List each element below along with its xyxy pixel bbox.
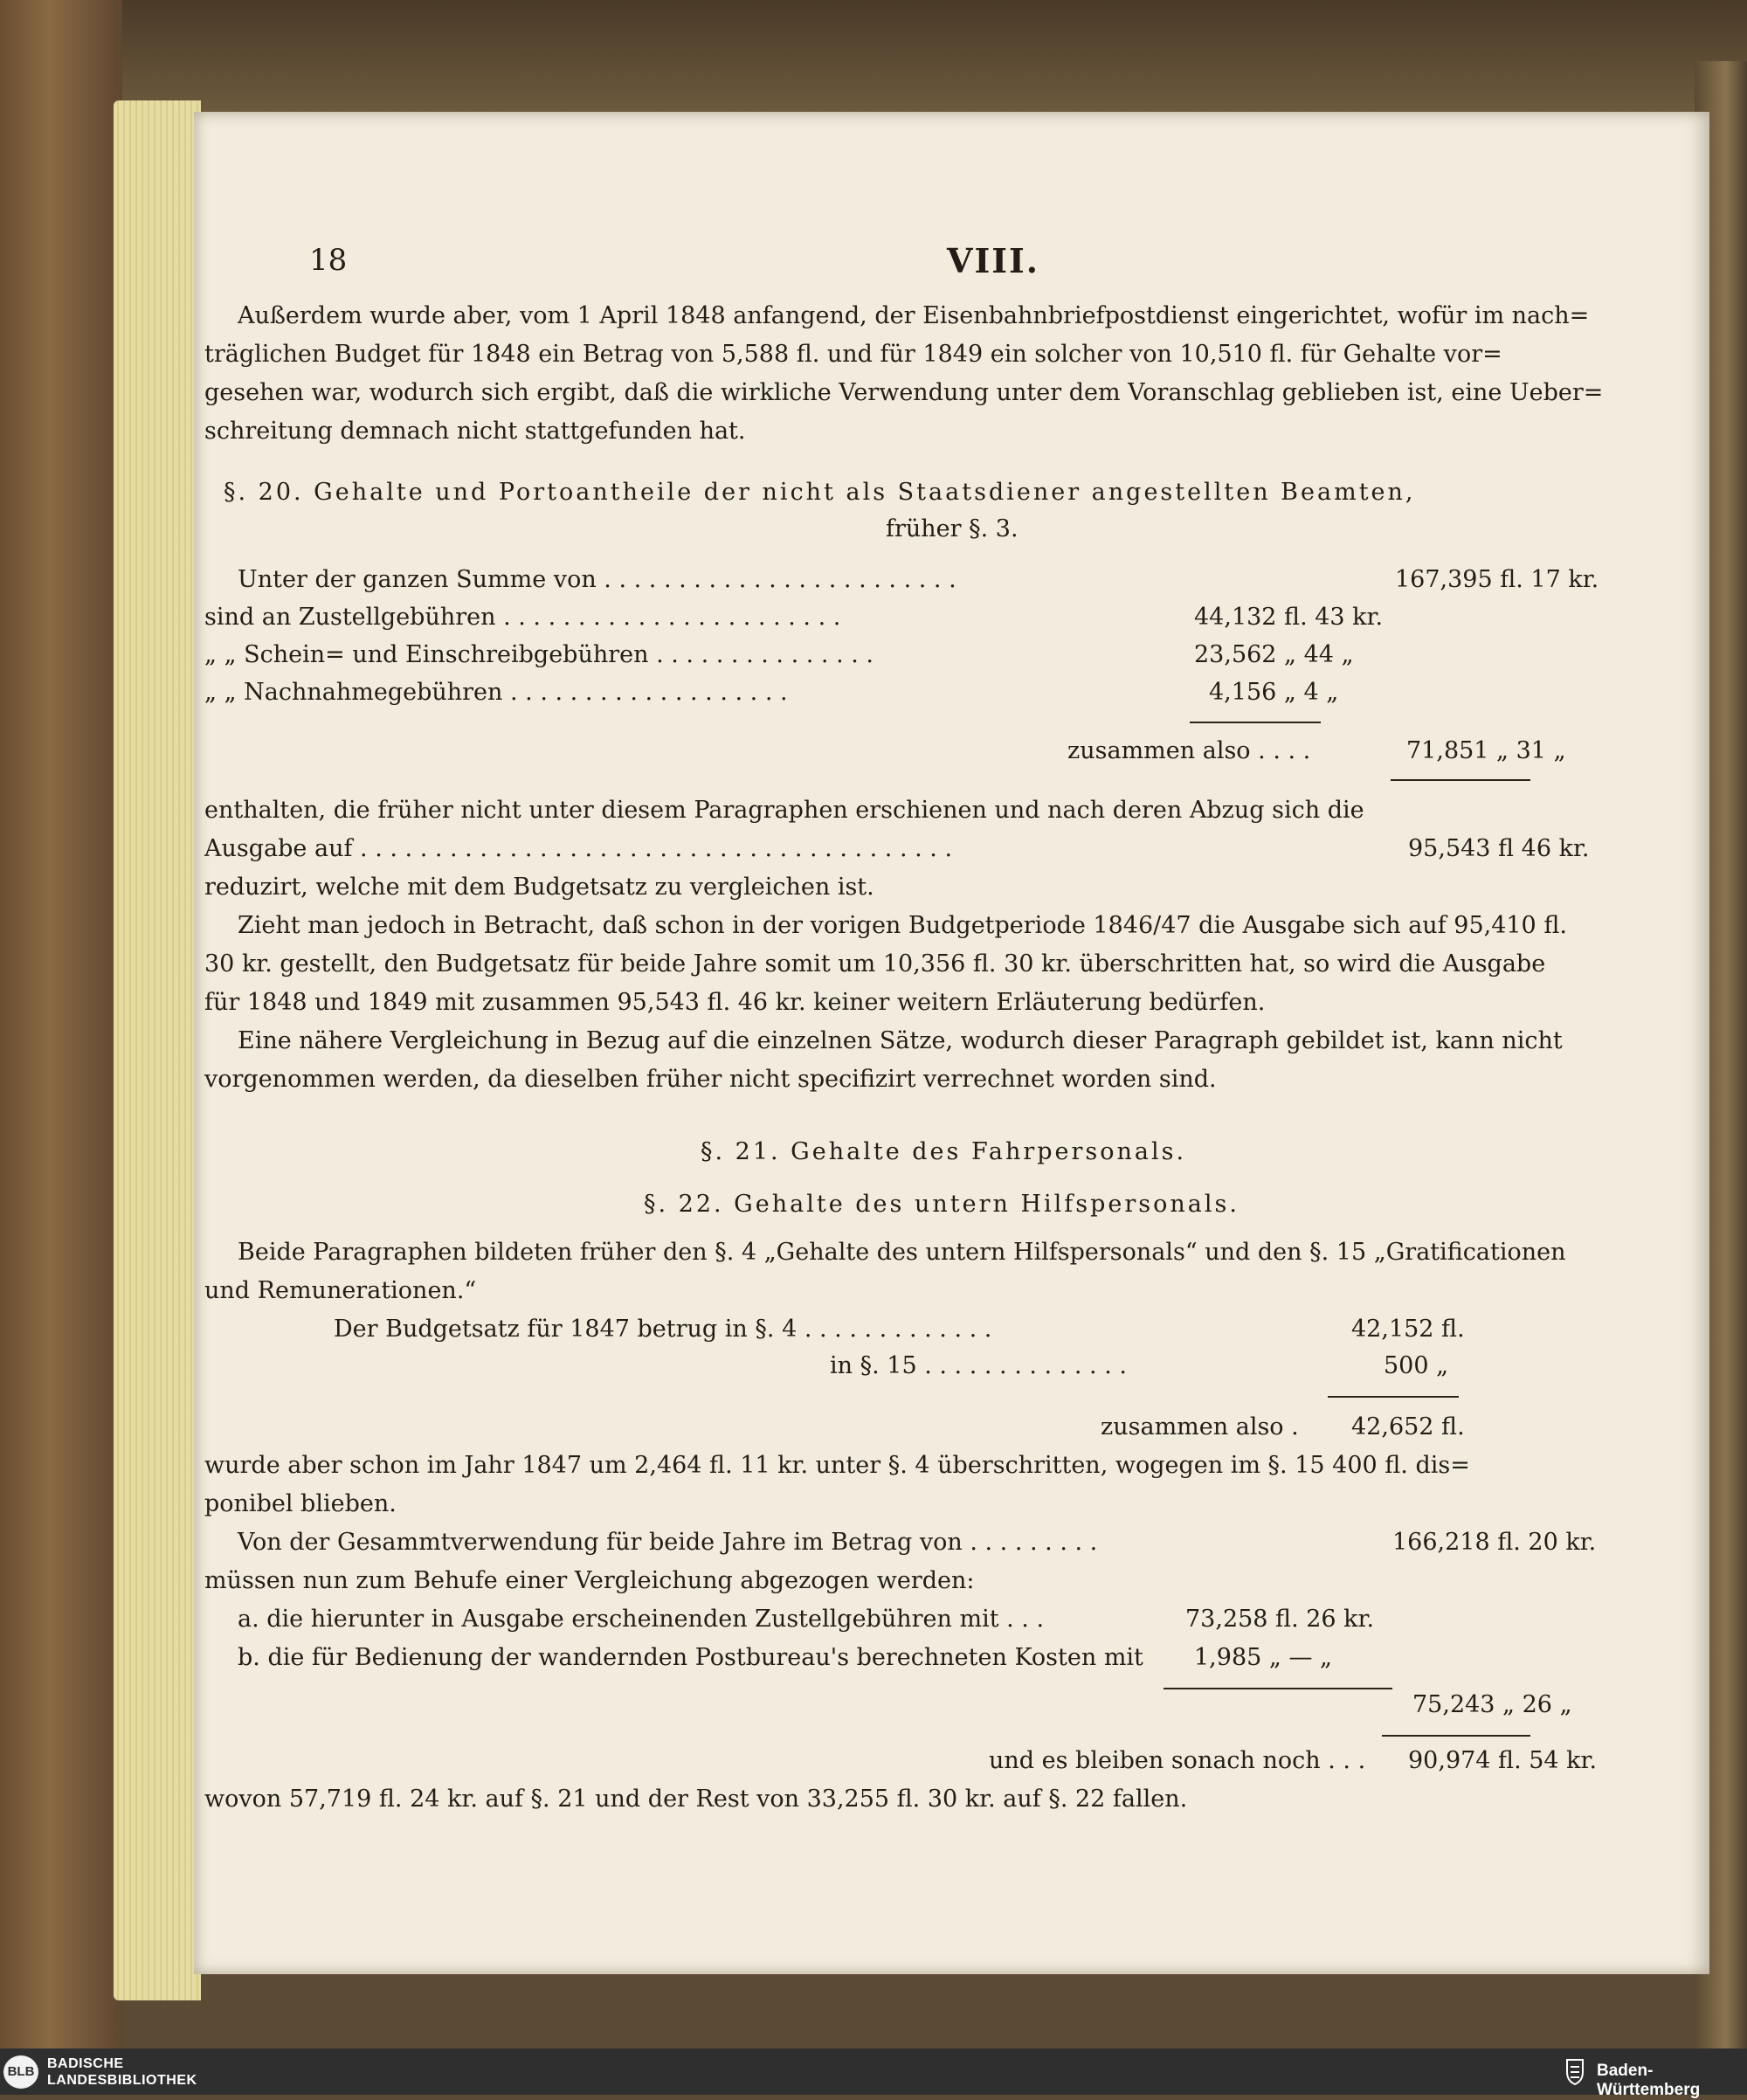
text-line: für 1848 und 1849 mit zusammen 95,543 fl. 46 kr. keiner weitern Erläuterung bedürfen. bbox=[204, 989, 1266, 1016]
ledger-total-label: und es bleiben sonach noch . . . bbox=[989, 1747, 1366, 1774]
ledger-amount: 167,395 fl. 17 kr. bbox=[1395, 566, 1599, 593]
ledger-label: sind an Zustellgebühren . . . . . . . . . . . . . . . . . . . . . . . bbox=[204, 604, 841, 631]
section-heading: §. 20. Gehalte und Portoantheile der nicht als Staatsdiener angestellten Beamten, bbox=[224, 479, 1416, 506]
ledger-label: b. die für Bedienung der wandernden Postbureau's berechneten Kosten mit bbox=[238, 1644, 1143, 1671]
sum-rule bbox=[1382, 1735, 1530, 1737]
ledger-amount: 95,543 fl 46 kr. bbox=[1408, 835, 1590, 862]
sum-rule bbox=[1328, 1396, 1459, 1398]
blb-logo-icon: BLB bbox=[3, 2055, 38, 2089]
book-cover-left bbox=[0, 0, 122, 2048]
section-heading: §. 22. Gehalte des untern Hilfspersonals. bbox=[644, 1191, 1239, 1218]
ledger-label: Unter der ganzen Summe von . . . . . . . . . . . . . . . . . . . . . . . . bbox=[238, 566, 956, 593]
page-edges bbox=[114, 100, 201, 2000]
text-line: Eine nähere Vergleichung in Bezug auf die einzelnen Sätze, wodurch dieser Paragraph gebildet ist, kann nicht bbox=[238, 1027, 1563, 1054]
text-line: und Remunerationen.“ bbox=[204, 1277, 477, 1304]
section-header: VIII. bbox=[947, 241, 1040, 280]
state-coat-of-arms-icon bbox=[1564, 2056, 1586, 2086]
text-line: träglichen Budget für 1848 ein Betrag von 5,588 fl. und für 1849 ein solcher von 10,510 fl. für Gehalte vor= bbox=[204, 341, 1502, 368]
text-line: vorgenommen werden, da dieselben früher nicht specifizirt verrechnet worden sind. bbox=[204, 1066, 1217, 1093]
ledger-label: „ „ Schein= und Einschreibgebühren . . . . . . . . . . . . . . . bbox=[204, 641, 874, 668]
text-line: 30 kr. gestellt, den Budgetsatz für beide Jahre somit um 10,356 fl. 30 kr. überschritten hat, so wird die Ausgabe bbox=[204, 950, 1546, 977]
ledger-label: a. die hierunter in Ausgabe erscheinenden Zustellgebühren mit . . . bbox=[238, 1606, 1045, 1633]
text-line: schreitung demnach nicht stattgefunden hat. bbox=[204, 418, 746, 445]
page-number: 18 bbox=[309, 243, 348, 278]
text-line: gesehen war, wodurch sich ergibt, daß die wirkliche Verwendung unter dem Voranschlag geblieben ist, eine Ueber= bbox=[204, 379, 1604, 406]
library-name-line1: BADISCHE bbox=[47, 2056, 124, 2071]
sum-rule bbox=[1391, 779, 1530, 781]
ledger-amount: 166,218 fl. 20 kr. bbox=[1392, 1529, 1597, 1556]
text-line: wurde aber schon im Jahr 1847 um 2,464 fl. 11 kr. unter §. 4 überschritten, wogegen im §. 15 400 fl. dis= bbox=[204, 1452, 1470, 1479]
ledger-amount: 42,152 fl. bbox=[1351, 1316, 1465, 1343]
library-name bbox=[47, 2055, 197, 2089]
ledger-amount: 1,985 „ — „ bbox=[1194, 1644, 1333, 1671]
ledger-label: Der Budgetsatz für 1847 betrug in §. 4 . . . . . . . . . . . . . bbox=[334, 1316, 992, 1343]
ledger-label: in §. 15 . . . . . . . . . . . . . . bbox=[830, 1352, 1127, 1379]
ledger-total-label: zusammen also . . . . bbox=[1067, 737, 1311, 764]
text-line: müssen nun zum Behufe einer Vergleichung abgezogen werden: bbox=[204, 1567, 975, 1594]
text-line: enthalten, die früher nicht unter diesem Paragraphen erschienen und nach deren Abzug sich die bbox=[204, 797, 1364, 824]
book-page bbox=[194, 112, 1709, 1974]
footer-bar bbox=[0, 2048, 1747, 2099]
text-line: Zieht man jedoch in Betracht, daß schon in der vorigen Budgetperiode 1846/47 die Ausgabe sich auf 95,410 fl. bbox=[238, 912, 1567, 939]
ledger-total-label: zusammen also . bbox=[1101, 1413, 1299, 1440]
ledger-amount: 73,258 fl. 26 kr. bbox=[1185, 1606, 1375, 1633]
section-subheading: früher §. 3. bbox=[886, 515, 1019, 542]
library-name-line2: LANDESBIBLIOTHEK bbox=[47, 2073, 197, 2088]
ledger-amount: 500 „ bbox=[1384, 1352, 1449, 1379]
text-line: Beide Paragraphen bildeten früher den §. 4 „Gehalte des untern Hilfspersonals“ und den §. 15 „Gratificationen bbox=[238, 1239, 1566, 1266]
ledger-subtotal-amount: 75,243 „ 26 „ bbox=[1412, 1691, 1572, 1718]
text-line: Von der Gesammtverwendung für beide Jahre im Betrag von . . . . . . . . . bbox=[238, 1529, 1098, 1556]
text-line: ponibel blieben. bbox=[204, 1490, 397, 1517]
ledger-amount: 4,156 „ 4 „ bbox=[1209, 679, 1339, 706]
book-cover-top bbox=[0, 0, 1747, 114]
partner-name: Baden-Württemberg bbox=[1597, 2062, 1701, 2099]
ledger-amount: 44,132 fl. 43 kr. bbox=[1194, 604, 1384, 631]
sum-rule bbox=[1190, 722, 1321, 723]
text-line: Ausgabe auf . . . . . . . . . . . . . . . . . . . . . . . . . . . . . . . . . . . . . . . . bbox=[204, 835, 953, 862]
text-line: wovon 57,719 fl. 24 kr. auf §. 21 und der Rest von 33,255 fl. 30 kr. auf §. 22 fallen. bbox=[204, 1786, 1188, 1813]
ledger-total-amount: 90,974 fl. 54 kr. bbox=[1408, 1747, 1598, 1774]
ledger-total-amount: 42,652 fl. bbox=[1351, 1413, 1465, 1440]
section-heading: §. 21. Gehalte des Fahrpersonals. bbox=[701, 1138, 1187, 1165]
text-line: Außerdem wurde aber, vom 1 April 1848 anfangend, der Eisenbahnbriefpostdienst eingerichtet, wofür im nach= bbox=[238, 302, 1590, 329]
text-line: reduzirt, welche mit dem Budgetsatz zu vergleichen ist. bbox=[204, 874, 874, 901]
ledger-total-amount: 71,851 „ 31 „ bbox=[1406, 737, 1566, 764]
ledger-label: „ „ Nachnahmegebühren . . . . . . . . . . . . . . . . . . . bbox=[204, 679, 788, 706]
sum-rule bbox=[1164, 1688, 1392, 1689]
ledger-amount: 23,562 „ 44 „ bbox=[1194, 641, 1354, 668]
